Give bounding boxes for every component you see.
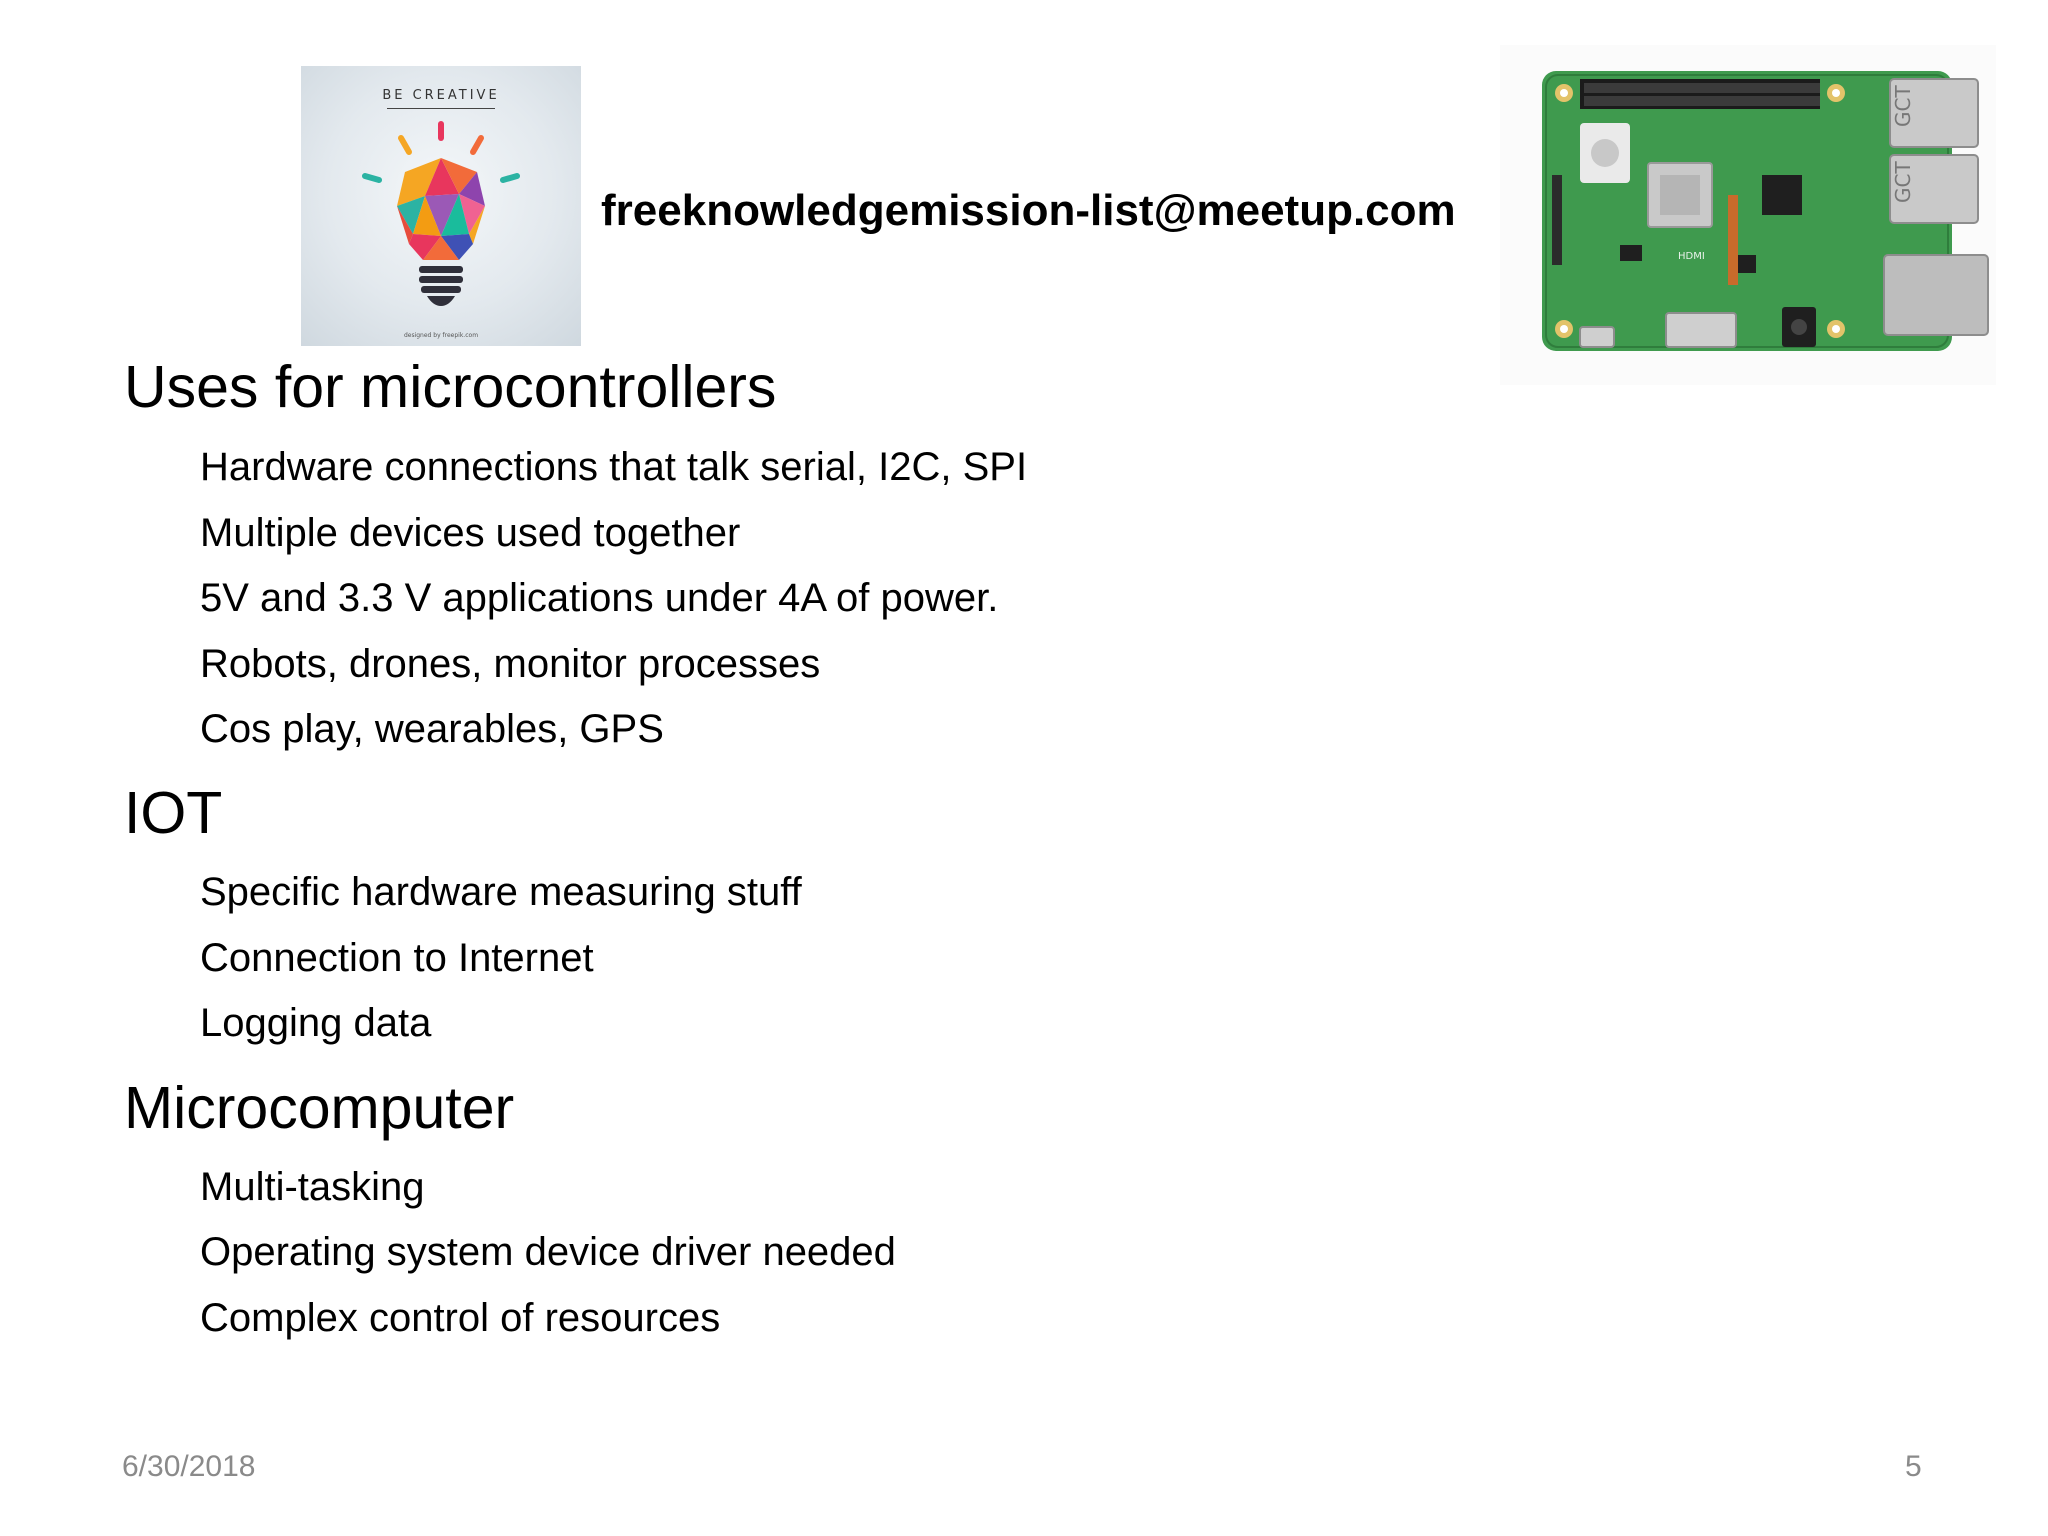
hdmi-label: HDMI <box>1678 251 1705 262</box>
section-heading: IOT <box>124 780 223 846</box>
list-item: Specific hardware measuring stuff <box>200 870 802 914</box>
usb-label: GCT <box>1891 85 1915 127</box>
lightbulb-icon <box>301 66 581 346</box>
list-item: Multi-tasking <box>200 1165 425 1209</box>
list-item: 5V and 3.3 V applications under 4A of power. <box>200 576 999 620</box>
usb-label: GCT <box>1891 161 1915 203</box>
list-item: Robots, drones, monitor processes <box>200 642 821 686</box>
raspberry-pi-board <box>1500 45 1996 385</box>
logo-credit: designed by freepik.com <box>403 332 479 339</box>
list-item: Logging data <box>200 1001 432 1045</box>
section-heading: Microcomputer <box>124 1075 515 1141</box>
list-item: Operating system device driver needed <box>200 1230 896 1274</box>
list-item: Hardware connections that talk serial, I2C, SPI <box>200 445 1028 489</box>
slide-number: 5 <box>1905 1450 1922 1483</box>
section-heading: Uses for microcontrollers <box>124 354 777 420</box>
slide-date: 6/30/2018 <box>122 1450 256 1483</box>
raspberry-pi-board-image <box>1500 45 1996 385</box>
logo-tagline: BE CREATIVE <box>382 88 500 103</box>
list-item: Connection to Internet <box>200 936 594 980</box>
list-item: Cos play, wearables, GPS <box>200 707 664 751</box>
be-creative-logo <box>301 66 581 346</box>
mailing-list-email: freeknowledgemission-list@meetup.com <box>601 186 1456 235</box>
list-item: Complex control of resources <box>200 1296 721 1340</box>
list-item: Multiple devices used together <box>200 511 741 555</box>
